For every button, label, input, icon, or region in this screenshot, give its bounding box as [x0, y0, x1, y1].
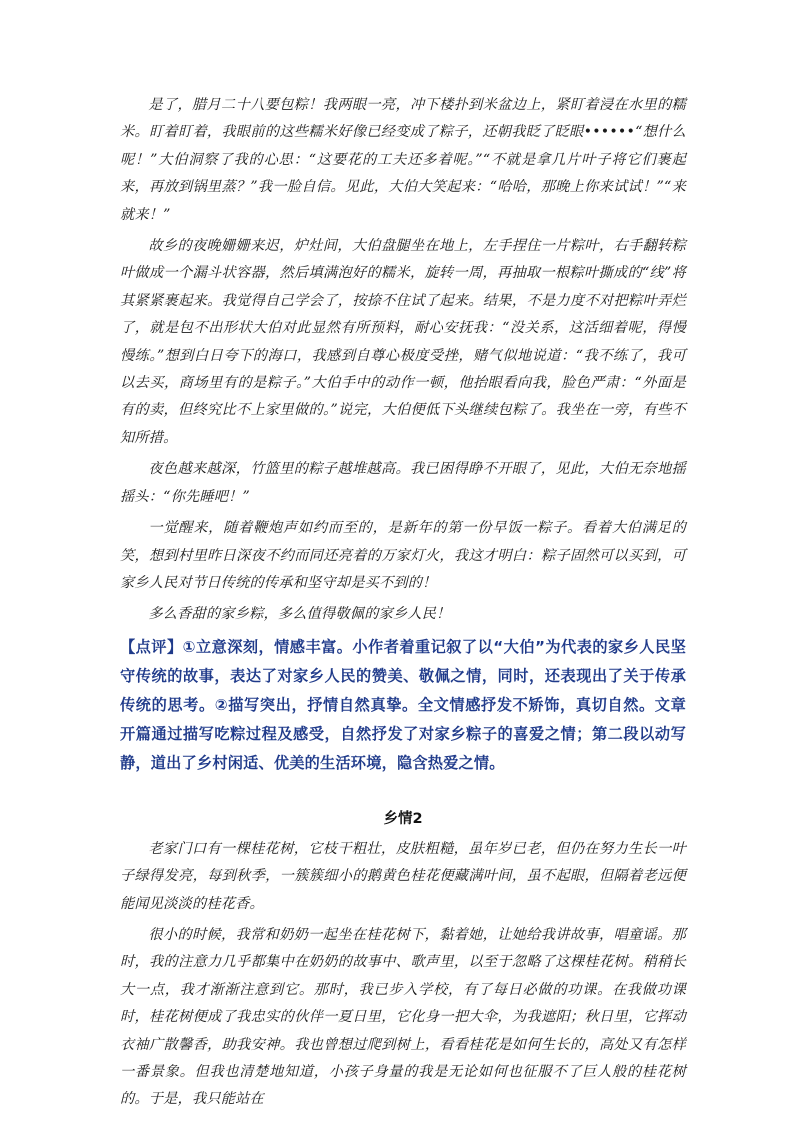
essay2-title: 乡情2: [383, 810, 423, 827]
essay1-paragraph-5: 多么香甜的家乡粽，多么值得敬佩的家乡人民！: [148, 606, 451, 623]
document-page: [120, 92, 686, 1118]
essay1-paragraph-4: 一觉醒来，随着鞭炮声如约而至的，是新年的第一份早饭一粽子。看着大伯满足的笑，想到村里昨日深夜不约而同还亮着的万家灯火，我这才明白：粽子固然可以买到，可家乡人民对节日传统的传承和坚守却是买不到的！: [120, 520, 686, 591]
comment-tag: 【点评】: [120, 637, 183, 656]
essay1-comment: [120, 633, 686, 778]
essay1-paragraph-1: 是了，腊月二十八要包粽！我两眼一亮，冲下楼扑到米盆边上，紧盯着浸在水里的糯米。盯着盯着，我眼前的这些糯米好像已经变成了粽子，还朝我眨了眨眼••••••“想什么呢！”大伯洞察了我的心思：“这要花的工夫还多着呢。”“不就是拿几片叶子将它们裹起来，再放到锅里蒸？”我一脸自信。见此，大伯大笑起来：“哈哈，那晚上你来试试！”“来就来！”: [120, 97, 686, 223]
comment-text: ①立意深刻，情感丰富。小作者着重记叙了以“大伯”为代表的家乡人民坚守传统的故事，表达了对家乡人民的赞美、敬佩之情，同时，还表现出了关于传承传统的思考。②描写突出，抒情自然真挚。全文情感抒发不矫饰，真切自然。文章开篇通过描写吃粽过程及感受，自然抒发了对家乡粽子的喜爱之情；第二段以动写静，道出了乡村闲适、优美的生活环境，隐含热爱之情。: [120, 637, 686, 772]
essay1-paragraph-2: 故乡的夜晚姗姗来迟，炉灶间，大伯盘腿坐在地上，左手捏住一片粽叶，右手翻转粽叶做成一个漏斗状容器，然后填满泡好的糯米，旋转一周，再抽取一根粽叶撕成的“线”将其紧紧裹起来。我觉得自己学会了，按捺不住试了起来。结果，不是力度不对把粽叶弄烂了，就是包不出形状大伯对此显然有所预料，耐心安抚我：“没关系，这活细着呢，得慢慢练。”想到白日夸下的海口，我感到自尊心极度受挫，赌气似地说道：“我不练了，我可以去买，商场里有的是粽子。”大伯手中的动作一顿，他抬眼看向我，脸色严肃：“外面是有的卖，但终究比不上家里做的。”说完，大伯便低下头继续包粽了。我坐在一旁，有些不知所措。: [120, 238, 686, 446]
essay1-paragraph-3: 夜色越来越深，竹篮里的粽子越堆越高。我已困得睁不开眼了，见此，大伯无奈地摇摇头：“你先睡吧！”: [120, 461, 686, 505]
essay2-paragraph-2: 很小的时候，我常和奶奶一起坐在桂花树下，黏着她，让她给我讲故事，唱童谣。那时，我的注意力几乎都集中在奶奶的故事中、歌声里，以至于忽略了这棵桂花树。稍稍长大一点，我才渐渐注意到它。那时，我已步入学校，有了每日必做的功课。在我做功课时，桂花树便成了我忠实的伙伴一夏日里，它化身一把大伞，为我遮阳；秋日里，它挥动衣袖广散馨香，助我安神。我也曾想过爬到树上，看看桂花是如何生长的，高处又有怎样一番景象。但我也清楚地知道，小孩子身量的我是无论如何也征服不了巨人般的桂花树的。于是，我只能站在: [120, 926, 686, 1108]
essay2-paragraph-1: 老家门口有一棵桂花树，它枝干粗壮，皮肤粗糙，虽年岁已老，但仍在努力生长一叶子绿得发亮，每到秋季，一簇簇细小的鹅黄色桂花便藏满叶间，虽不起眼，但隔着老远便能闻见淡淡的桂花香。: [120, 840, 686, 912]
